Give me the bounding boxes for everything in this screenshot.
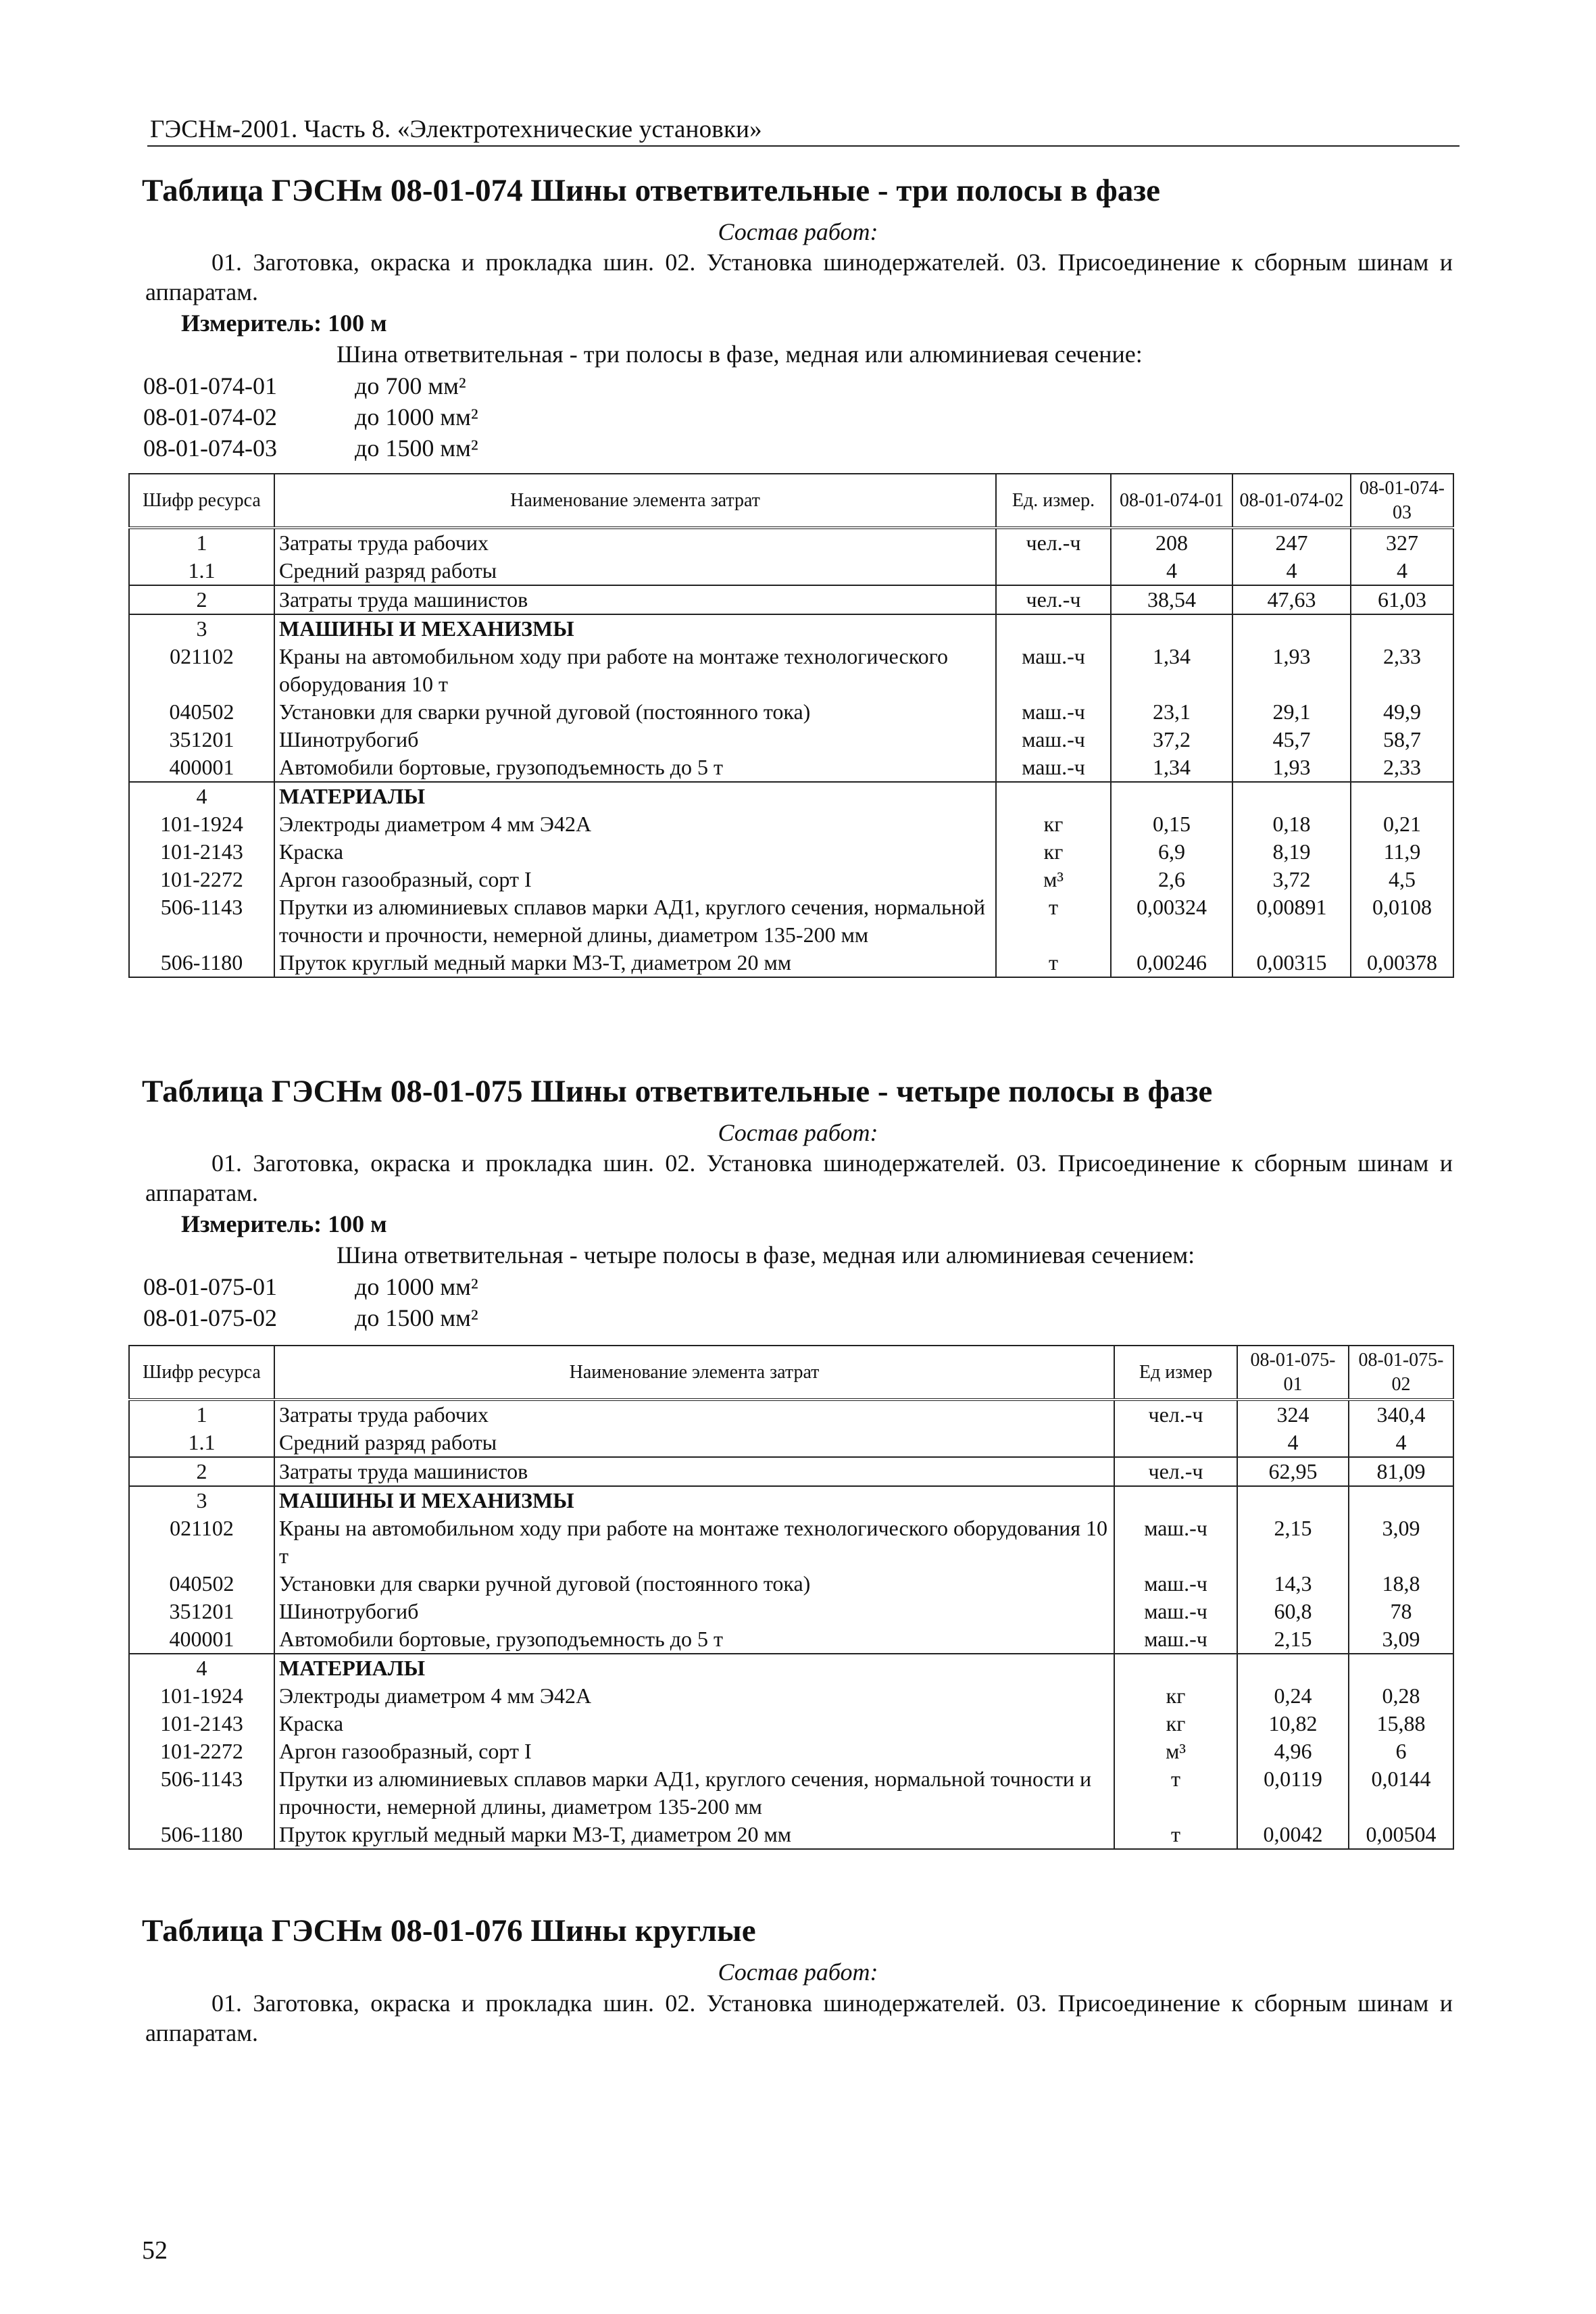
cell-name: Аргон газообразный, сорт I <box>274 1738 1114 1765</box>
cell-code: 040502 <box>129 1570 274 1598</box>
cell-unit: маш.-ч <box>1114 1598 1237 1625</box>
cell-code: 1.1 <box>129 557 274 585</box>
cell-unit: кг <box>1114 1710 1237 1738</box>
cell-value: 2,6 <box>1111 866 1232 893</box>
cell-value: 4 <box>1237 1429 1349 1457</box>
cell-value: 0,28 <box>1349 1682 1453 1710</box>
cell-unit: чел.-ч <box>996 585 1111 614</box>
cell-name: Пруток круглый медный марки М3-Т, диаметром 20 мм <box>274 949 996 977</box>
cell-unit <box>1114 1429 1237 1457</box>
cell-value: 58,7 <box>1351 726 1453 754</box>
cell-unit: маш.-ч <box>996 726 1111 754</box>
cell-value: 3,72 <box>1232 866 1351 893</box>
cell-name: Затраты труда машинистов <box>274 1457 1114 1486</box>
cell-value: 62,95 <box>1237 1457 1349 1486</box>
cell-value: 208 <box>1111 528 1232 557</box>
cell-value: 4 <box>1111 557 1232 585</box>
cell-name: Затраты труда рабочих <box>274 528 996 557</box>
cell-value: 45,7 <box>1232 726 1351 754</box>
cell-value: 2,15 <box>1237 1625 1349 1654</box>
cell-value: 0,15 <box>1111 810 1232 838</box>
cell-code: 101-2143 <box>129 838 274 866</box>
table-row <box>129 528 1453 557</box>
table-074-code-3: 08-01-074-03 <box>143 435 277 462</box>
table-row <box>129 1710 1453 1738</box>
cell-name: Автомобили бортовые, грузоподъемность до 5 т <box>274 754 996 782</box>
cell-value: 0,0144 <box>1349 1765 1453 1821</box>
table-row <box>129 1682 1453 1710</box>
table-074-code-2: 08-01-074-02 <box>143 403 277 430</box>
cell-value: 18,8 <box>1349 1570 1453 1598</box>
table-row <box>129 557 1453 585</box>
col-header-075-01: 08-01-075-01 <box>1237 1346 1349 1400</box>
table-076-title: Таблица ГЭСНм 08-01-076 Шины круглые <box>142 1913 756 1948</box>
cell-code: 506-1180 <box>129 1821 274 1849</box>
table-row <box>129 1598 1453 1625</box>
cell-unit: маш.-ч <box>996 698 1111 726</box>
cell-code: 101-2272 <box>129 866 274 893</box>
table-074-header-row <box>129 474 1453 528</box>
section-title: МАШИНЫ И МЕХАНИЗМЫ <box>274 1486 1114 1515</box>
table-row <box>129 1765 1453 1821</box>
col-header-074-02: 08-01-074-02 <box>1232 474 1351 528</box>
cell-value: 2,33 <box>1351 643 1453 698</box>
cell-unit: кг <box>996 838 1111 866</box>
cell-value: 0,00246 <box>1111 949 1232 977</box>
table-075-measure: Измеритель: 100 м <box>181 1210 387 1237</box>
cell-name: Средний разряд работы <box>274 1429 1114 1457</box>
table-075-header-row <box>129 1346 1453 1400</box>
cell-value: 23,1 <box>1111 698 1232 726</box>
cell-name: Автомобили бортовые, грузоподъемность до 5 т <box>274 1625 1114 1654</box>
cell-unit: м³ <box>996 866 1111 893</box>
cell-code: 021102 <box>129 643 274 698</box>
cell-value: 61,03 <box>1351 585 1453 614</box>
cell-code: 3 <box>129 614 274 643</box>
cell-name: Средний разряд работы <box>274 557 996 585</box>
cell-code: 040502 <box>129 698 274 726</box>
section-title: МАТЕРИАЛЫ <box>274 782 996 810</box>
table-row <box>129 893 1453 949</box>
cell-name: Установки для сварки ручной дуговой (постоянного тока) <box>274 1570 1114 1598</box>
table-row-section <box>129 1654 1453 1682</box>
table-074-code-2-range: до 1000 мм² <box>355 403 478 430</box>
cell-name: Краска <box>274 838 996 866</box>
cell-value: 10,82 <box>1237 1710 1349 1738</box>
cell-value: 0,00891 <box>1232 893 1351 949</box>
table-row <box>129 866 1453 893</box>
section-title: МАШИНЫ И МЕХАНИЗМЫ <box>274 614 996 643</box>
cell-value: 6 <box>1349 1738 1453 1765</box>
cell-unit: чел.-ч <box>1114 1400 1237 1429</box>
col-header-unit: Ед измер <box>1114 1346 1237 1400</box>
cell-name: Краска <box>274 1710 1114 1738</box>
table-075-work-text: 01. Заготовка, окраска и прокладка шин. 02. Установка шинодержателей. 03. Присоединение к сборным шинам и аппаратам. <box>145 1150 1453 1206</box>
table-row <box>129 1625 1453 1654</box>
table-row-section <box>129 782 1453 810</box>
cell-name: Краны на автомобильном ходу при работе на монтаже технологического оборудования 10 т <box>274 643 996 698</box>
cell-unit: т <box>1114 1821 1237 1849</box>
cell-code: 506-1143 <box>129 893 274 949</box>
cell-code: 101-2272 <box>129 1738 274 1765</box>
cell-value: 0,0108 <box>1351 893 1453 949</box>
table-074-title: Таблица ГЭСНм 08-01-074 Шины ответвительные - три полосы в фазе <box>142 173 1160 208</box>
cell-value: 29,1 <box>1232 698 1351 726</box>
cell-value: 47,63 <box>1232 585 1351 614</box>
cell-code: 1.1 <box>129 1429 274 1457</box>
table-row <box>129 1821 1453 1849</box>
cell-code: 351201 <box>129 726 274 754</box>
cell-value: 49,9 <box>1351 698 1453 726</box>
table-074-description: Шина ответвительная - три полосы в фазе, медная или алюминиевая сечение: <box>336 341 1143 368</box>
cell-code: 400001 <box>129 1625 274 1654</box>
cell-code: 101-2143 <box>129 1710 274 1738</box>
col-header-code: Шифр ресурса <box>129 1346 274 1400</box>
cell-name: Установки для сварки ручной дуговой (постоянного тока) <box>274 698 996 726</box>
cell-unit: кг <box>996 810 1111 838</box>
cell-value: 4,5 <box>1351 866 1453 893</box>
cell-value: 0,0119 <box>1237 1765 1349 1821</box>
table-row <box>129 585 1453 614</box>
table-row-section <box>129 614 1453 643</box>
table-074-code-3-range: до 1500 мм² <box>355 435 478 462</box>
table-row <box>129 643 1453 698</box>
cell-code: 4 <box>129 782 274 810</box>
table-074 <box>128 473 1454 978</box>
table-row <box>129 1429 1453 1457</box>
cell-value: 4,96 <box>1237 1738 1349 1765</box>
table-row-section <box>129 1486 1453 1515</box>
table-row <box>129 1515 1453 1570</box>
cell-value: 3,09 <box>1349 1515 1453 1570</box>
cell-unit: чел.-ч <box>996 528 1111 557</box>
table-075 <box>128 1345 1454 1850</box>
cell-value: 0,24 <box>1237 1682 1349 1710</box>
cell-value: 0,21 <box>1351 810 1453 838</box>
cell-value: 4 <box>1232 557 1351 585</box>
table-075-code-2: 08-01-075-02 <box>143 1304 277 1331</box>
section-title: МАТЕРИАЛЫ <box>274 1654 1114 1682</box>
cell-value: 0,00504 <box>1349 1821 1453 1849</box>
cell-code: 2 <box>129 585 274 614</box>
cell-unit: т <box>1114 1765 1237 1821</box>
cell-value: 340,4 <box>1349 1400 1453 1429</box>
cell-code: 021102 <box>129 1515 274 1570</box>
cell-value: 8,19 <box>1232 838 1351 866</box>
table-076-work-text: 01. Заготовка, окраска и прокладка шин. 02. Установка шинодержателей. 03. Присоединение к сборным шинам и аппаратам. <box>145 1990 1453 2046</box>
cell-value: 1,93 <box>1232 643 1351 698</box>
cell-name: Затраты труда рабочих <box>274 1400 1114 1429</box>
table-row <box>129 810 1453 838</box>
cell-code: 506-1143 <box>129 1765 274 1821</box>
cell-value: 6,9 <box>1111 838 1232 866</box>
cell-unit: маш.-ч <box>996 754 1111 782</box>
cell-name: Электроды диаметром 4 мм Э42А <box>274 1682 1114 1710</box>
cell-value: 3,09 <box>1349 1625 1453 1654</box>
cell-value: 0,00324 <box>1111 893 1232 949</box>
cell-unit <box>996 557 1111 585</box>
table-074-work-heading: Состав работ: <box>718 218 878 245</box>
table-row <box>129 949 1453 977</box>
cell-value: 4 <box>1351 557 1453 585</box>
page-number: 52 <box>142 2236 168 2265</box>
table-074-measure: Измеритель: 100 м <box>181 310 387 337</box>
cell-name: Прутки из алюминиевых сплавов марки АД1, круглого сечения, нормальной точности и прочности, немерной длины, диаметром 135-200 мм <box>274 893 996 949</box>
cell-unit: т <box>996 893 1111 949</box>
col-header-unit: Ед. измер. <box>996 474 1111 528</box>
cell-code: 101-1924 <box>129 1682 274 1710</box>
cell-code: 400001 <box>129 754 274 782</box>
cell-value: 60,8 <box>1237 1598 1349 1625</box>
table-row <box>129 726 1453 754</box>
table-row <box>129 838 1453 866</box>
table-074-code-1-range: до 700 мм² <box>355 372 466 399</box>
col-header-code: Шифр ресурса <box>129 474 274 528</box>
cell-unit: кг <box>1114 1682 1237 1710</box>
cell-unit: т <box>996 949 1111 977</box>
cell-unit: маш.-ч <box>1114 1625 1237 1654</box>
table-row <box>129 1570 1453 1598</box>
cell-value: 247 <box>1232 528 1351 557</box>
cell-value: 2,33 <box>1351 754 1453 782</box>
cell-value: 327 <box>1351 528 1453 557</box>
cell-value: 15,88 <box>1349 1710 1453 1738</box>
cell-unit: маш.-ч <box>1114 1515 1237 1570</box>
cell-code: 101-1924 <box>129 810 274 838</box>
cell-code: 1 <box>129 528 274 557</box>
cell-value: 81,09 <box>1349 1457 1453 1486</box>
cell-unit: маш.-ч <box>996 643 1111 698</box>
table-075-work-heading: Состав работ: <box>718 1119 878 1146</box>
cell-unit: м³ <box>1114 1738 1237 1765</box>
cell-value: 0,0042 <box>1237 1821 1349 1849</box>
cell-value: 4 <box>1349 1429 1453 1457</box>
cell-value: 11,9 <box>1351 838 1453 866</box>
table-075-code-2-range: до 1500 мм² <box>355 1304 478 1331</box>
col-header-name: Наименование элемента затрат <box>274 474 996 528</box>
cell-code: 506-1180 <box>129 949 274 977</box>
table-074-work-text: 01. Заготовка, окраска и прокладка шин. 02. Установка шинодержателей. 03. Присоединение к сборным шинам и аппаратам. <box>145 249 1453 305</box>
cell-code: 351201 <box>129 1598 274 1625</box>
cell-value: 14,3 <box>1237 1570 1349 1598</box>
cell-name: Аргон газообразный, сорт I <box>274 866 996 893</box>
cell-code: 3 <box>129 1486 274 1515</box>
table-075-code-1-range: до 1000 мм² <box>355 1273 478 1300</box>
cell-value: 38,54 <box>1111 585 1232 614</box>
cell-value: 1,34 <box>1111 643 1232 698</box>
cell-code: 1 <box>129 1400 274 1429</box>
cell-name: Пруток круглый медный марки М3-Т, диаметром 20 мм <box>274 1821 1114 1849</box>
header-rule <box>147 145 1460 147</box>
table-row <box>129 1400 1453 1429</box>
cell-value: 0,00315 <box>1232 949 1351 977</box>
cell-value: 78 <box>1349 1598 1453 1625</box>
table-075-code-1: 08-01-075-01 <box>143 1273 277 1300</box>
cell-value: 324 <box>1237 1400 1349 1429</box>
cell-value: 2,15 <box>1237 1515 1349 1570</box>
col-header-074-01: 08-01-074-01 <box>1111 474 1232 528</box>
cell-unit: маш.-ч <box>1114 1570 1237 1598</box>
table-075-description: Шина ответвительная - четыре полосы в фазе, медная или алюминиевая сечением: <box>336 1241 1195 1269</box>
cell-name: Прутки из алюминиевых сплавов марки АД1, круглого сечения, нормальной точности и прочности, немерной длины, диаметром 135-200 мм <box>274 1765 1114 1821</box>
cell-name: Электроды диаметром 4 мм Э42А <box>274 810 996 838</box>
cell-value: 0,00378 <box>1351 949 1453 977</box>
cell-name: Шинотрубогиб <box>274 726 996 754</box>
cell-name: Шинотрубогиб <box>274 1598 1114 1625</box>
cell-code: 2 <box>129 1457 274 1486</box>
cell-value: 37,2 <box>1111 726 1232 754</box>
table-row <box>129 754 1453 782</box>
cell-code: 4 <box>129 1654 274 1682</box>
table-row <box>129 1457 1453 1486</box>
cell-name: Затраты труда машинистов <box>274 585 996 614</box>
cell-value: 1,93 <box>1232 754 1351 782</box>
cell-value: 0,18 <box>1232 810 1351 838</box>
table-row <box>129 698 1453 726</box>
table-row <box>129 1738 1453 1765</box>
cell-unit: чел.-ч <box>1114 1457 1237 1486</box>
col-header-name: Наименование элемента затрат <box>274 1346 1114 1400</box>
table-075-title: Таблица ГЭСНм 08-01-075 Шины ответвительные - четыре полосы в фазе <box>142 1074 1213 1109</box>
cell-name: Краны на автомобильном ходу при работе на монтаже технологического оборудования 10 т <box>274 1515 1114 1570</box>
cell-value: 1,34 <box>1111 754 1232 782</box>
running-header: ГЭСНм-2001. Часть 8. «Электротехнические установки» <box>150 116 762 143</box>
col-header-075-02: 08-01-075-02 <box>1349 1346 1453 1400</box>
col-header-074-03: 08-01-074-03 <box>1351 474 1453 528</box>
table-074-code-1: 08-01-074-01 <box>143 372 277 399</box>
table-076-work-heading: Состав работ: <box>718 1959 878 1986</box>
